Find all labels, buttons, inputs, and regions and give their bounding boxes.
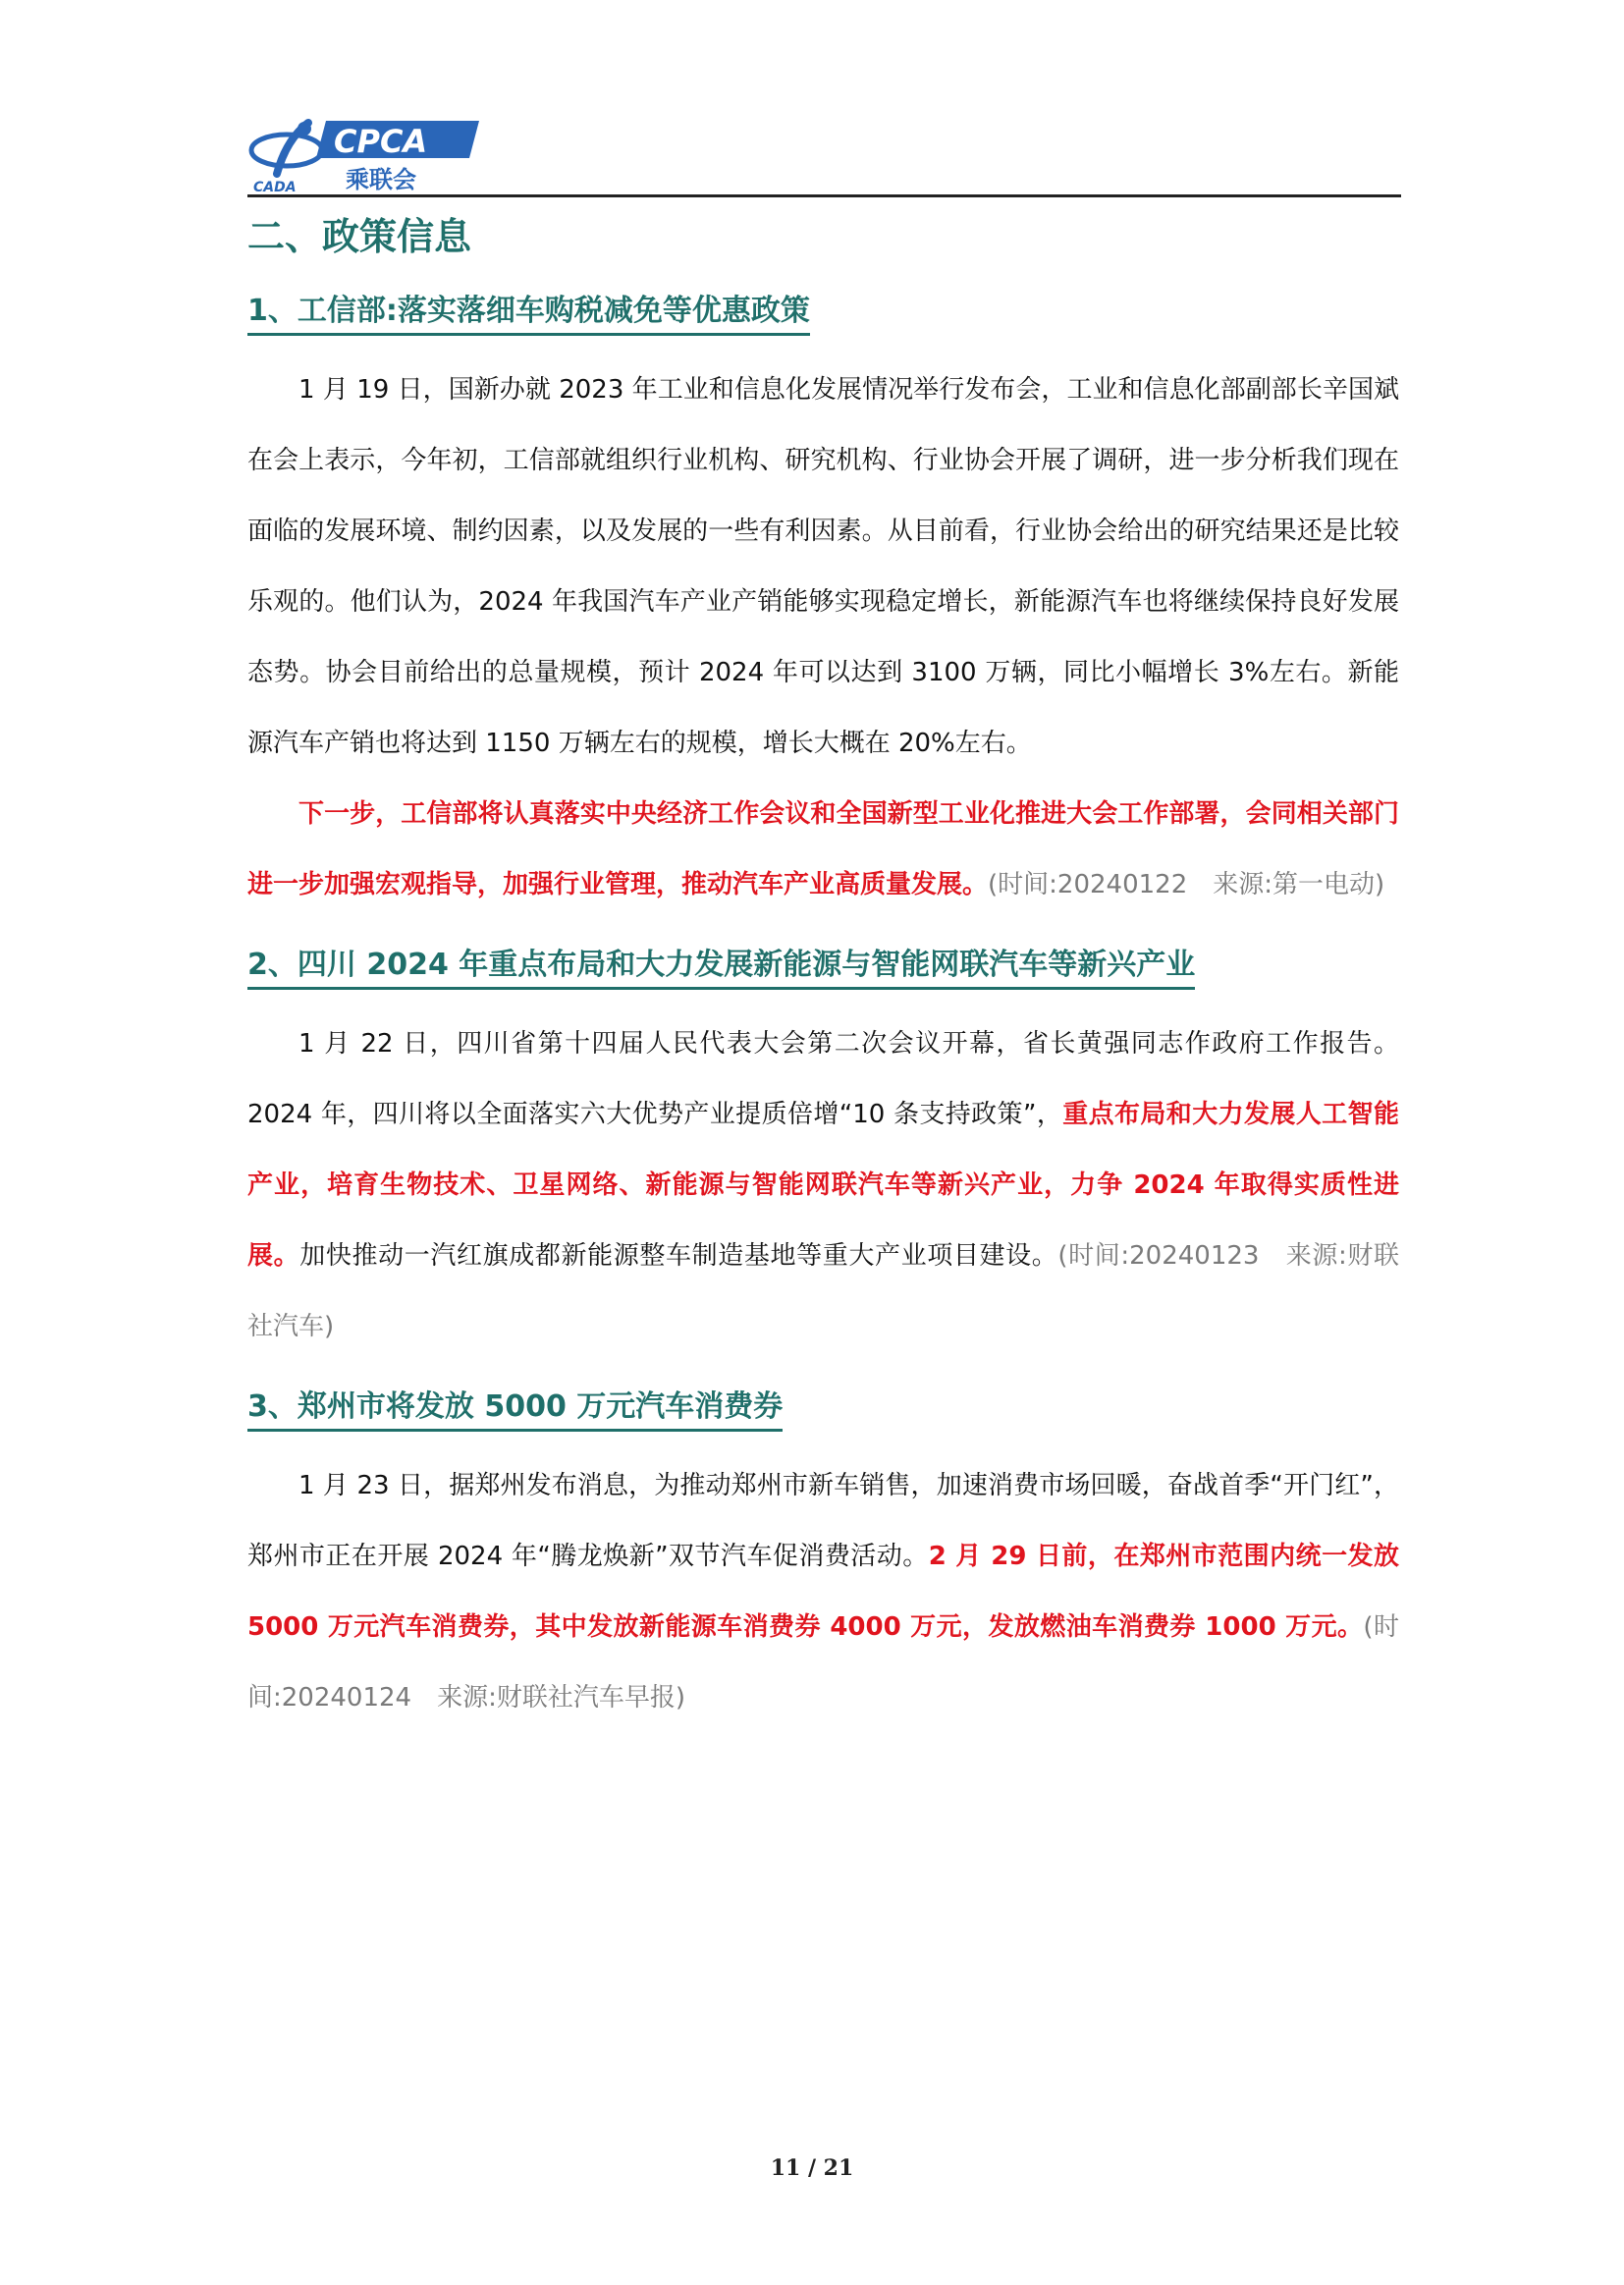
item-2-source: (时间:20240123 来源:财联社汽车) — [247, 1241, 1399, 1341]
item-3-source: (时间:20240124 来源:财联社汽车早报) — [247, 1612, 1399, 1713]
section-title: 二、政策信息 — [247, 215, 472, 258]
item-1-heading — [247, 292, 1399, 341]
item-1-highlight: 下一步，工信部将认真落实中央经济工作会议和全国新型工业化推进大会工作部署，会同相关部门进一步加强宏观指导，加强行业管理，推动汽车产业高质量发展。 — [247, 799, 1399, 899]
cpca-logo — [247, 113, 483, 193]
item-2-highlight: 重点布局和大力发展人工智能产业，培育生物技术、卫星网络、新能源与智能网联汽车等新兴产业，力争 2024 年取得实质性进展。 — [247, 1100, 1399, 1271]
item-3-title: 3、郑州市将发放 5000 万元汽车消费券 — [247, 1387, 783, 1432]
cada-emblem — [251, 122, 322, 174]
item-1-paragraph-1 — [247, 354, 1399, 779]
item-1-title: 1、工信部:落实落细车购税减免等优惠政策 — [247, 292, 810, 336]
item-2-title: 2、四川 2024 年重点布局和大力发展新能源与智能网联汽车等新兴产业 — [247, 946, 1195, 990]
header-divider — [247, 194, 1401, 197]
item-2-body-b: 加快推动一汽红旗成都新能源整车制造基地等重大产业项目建设。 — [299, 1241, 1058, 1271]
item-1-paragraph-2 — [247, 779, 1399, 920]
item-2-body-a: 1 月 22 日，四川省第十四届人民代表大会第二次会议开幕，省长黄强同志作政府工作报告。2024 年，四川将以全面落实六大优势产业提质倍增“10 条支持政策”， — [247, 1029, 1399, 1129]
item-3-highlight: 2 月 29 日前，在郑州市范围内统一发放 5000 万元汽车消费券，其中发放新能源车消费券 4000 万元，发放燃油车消费券 1000 万元。 — [247, 1542, 1399, 1642]
logo-text: CPCA — [334, 123, 428, 160]
page-content — [247, 201, 1399, 1733]
page-number: 11 / 21 — [770, 2155, 854, 2181]
item-3-body-a: 1 月 23 日，据郑州发布消息，为推动郑州市新车销售，加速消费市场回暖，奋战首季“开门红”，郑州市正在开展 2024 年“腾龙焕新”双节汽车促消费活动。 — [247, 1471, 1399, 1571]
logo-mark-text: CADA — [253, 180, 297, 193]
item-1-source: (时间:20240122 来源:第一电动) — [988, 870, 1385, 899]
item-1-body: 1 月 19 日，国新办就 2023 年工业和信息化发展情况举行发布会，工业和信息化部副部长辛国斌在会上表示，今年初，工信部就组织行业机构、研究机构、行业协会开展了调研，进一步分析我们现在面临的发展环境、制约因素，以及发展的一些有利因素。从目前看，行业协会给出的研究结果还是比较乐观的。他们认为，2024 年我国汽车产业产销能够实现稳定增长，新能源汽车也将继续保持良好发展态势。协会目前给出的总量规模，预计 2024 年可以达到 3100 万辆，同比小幅增长 3%左右。新能源汽车产销也将达到 1150 万辆左右的规模，增长大概在 20%左右。 — [247, 375, 1399, 758]
item-2-paragraph — [247, 1008, 1399, 1362]
item-3-paragraph — [247, 1450, 1399, 1733]
item-2-heading — [247, 946, 1399, 995]
item-3-heading — [247, 1387, 1399, 1437]
logo-subtext: 乘联会 — [346, 166, 416, 193]
